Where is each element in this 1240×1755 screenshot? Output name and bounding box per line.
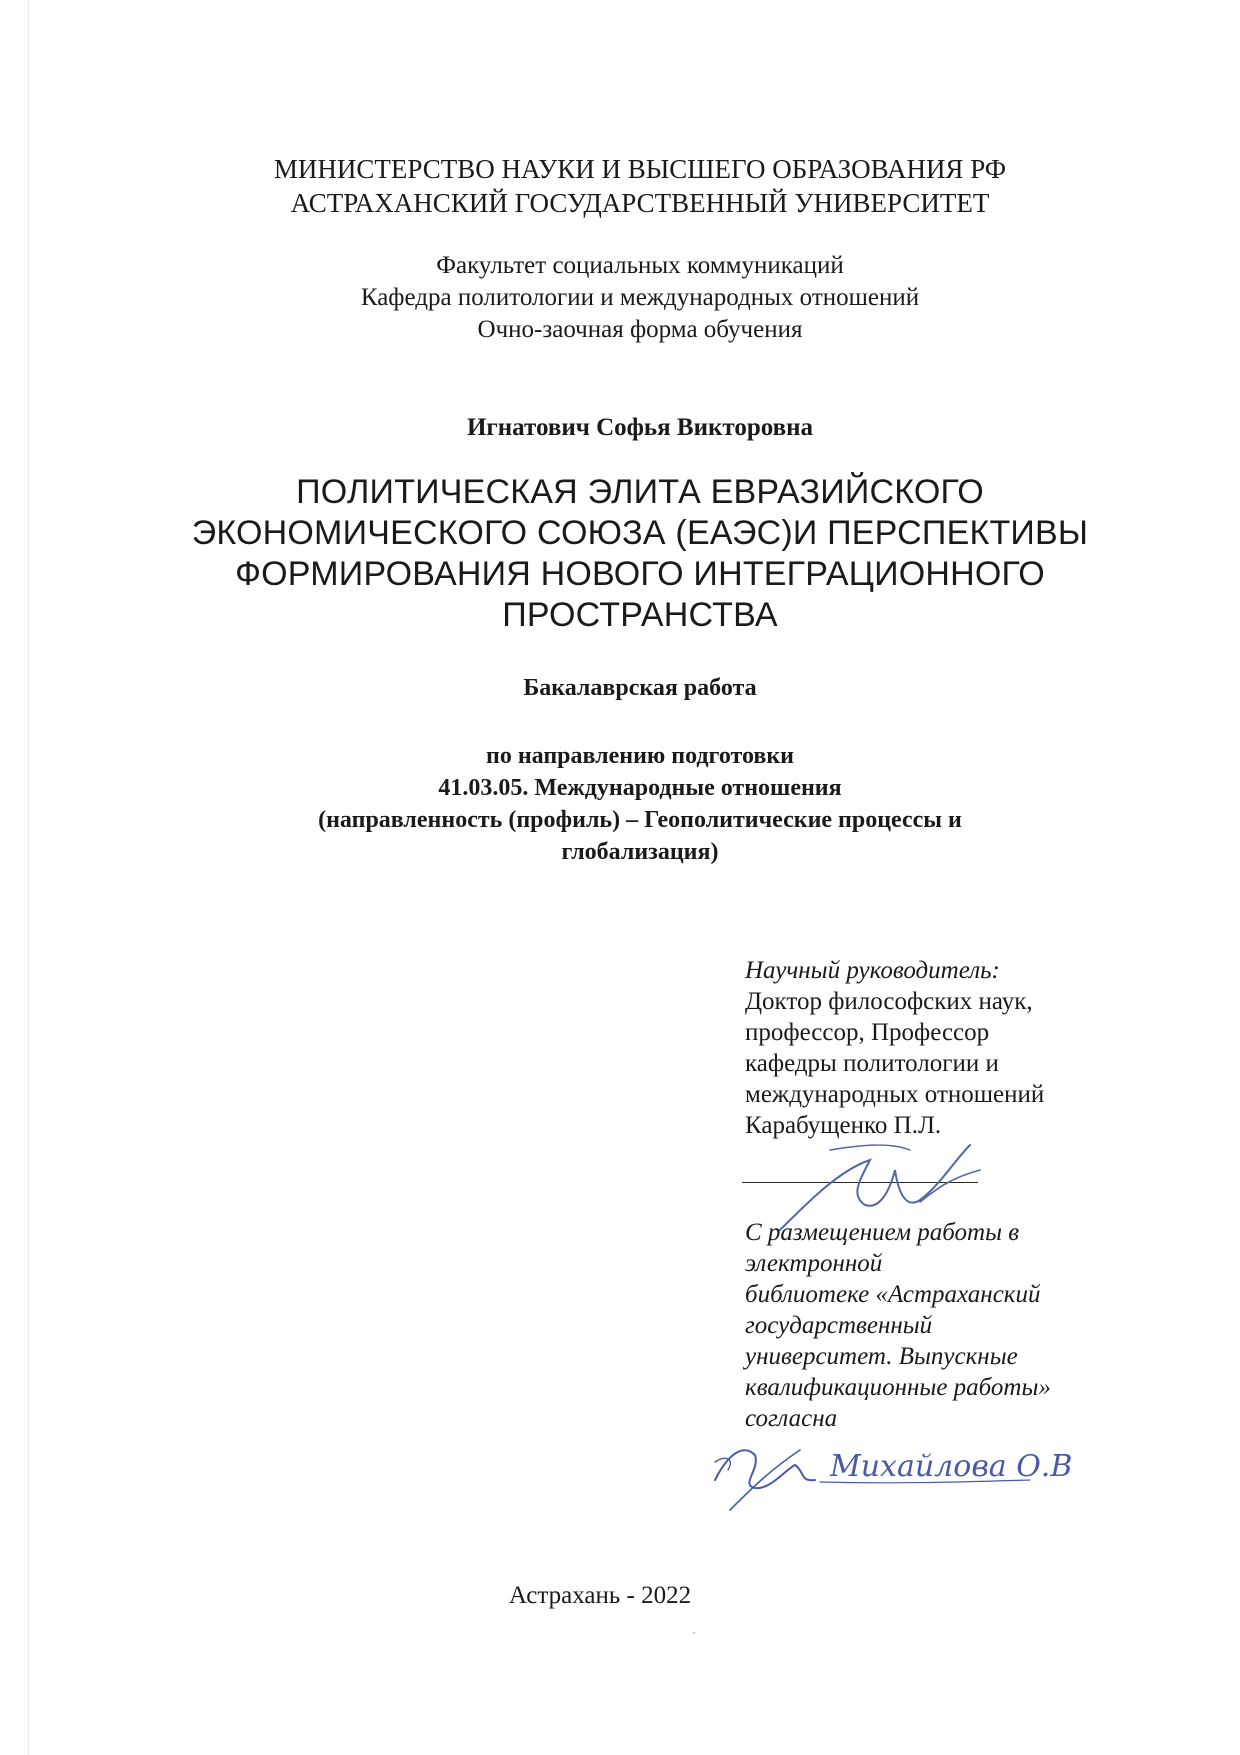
direction-line: глобализация) [561,839,719,865]
consent-line: университет. Выпускные [745,1343,1018,1370]
city-year: Астрахань - 2022 [508,1582,692,1609]
supervisor-label: Научный руководитель: [745,957,1000,984]
thesis-title [150,472,1130,636]
faculty-block [150,250,1130,346]
faculty-line: Факультет социальных коммуникаций [436,252,844,279]
consent-line: согласна [745,1405,838,1432]
title-line: ФОРМИРОВАНИЯ НОВОГО ИНТЕГРАЦИОННОГО [235,555,1045,593]
consent-line: библиотеке «Астраханский [745,1281,1041,1308]
consent-signature-text: Михайлова О.В [830,1449,1073,1484]
supervisor-line: международных отношений [745,1081,1045,1108]
supervisor-line: профессор, Профессор [745,1019,990,1046]
consent-line: квалификационные работы» [745,1374,1051,1401]
title-line: ЭКОНОМИЧЕСКОГО СОЮЗА (ЕАЭС)И ПЕРСПЕКТИВЫ [191,514,1089,552]
consent-line: государственный [745,1312,933,1339]
title-line: ПРОСТРАНСТВА [502,596,778,634]
study-direction [150,740,1130,868]
ministry-header [150,152,1130,220]
direction-line: (направленность (профиль) – Геополитические процессы и [318,807,962,833]
supervisor-name: Карабущенко П.Л. [745,1112,942,1139]
study-form-line: Очно-заочная форма обучения [477,316,803,343]
consent-block [745,1217,1145,1434]
author-name: Игнатович Софья Викторовна [466,414,814,441]
scan-speck [693,1632,695,1634]
direction-line: 41.03.05. Международные отношения [438,775,842,801]
consent-line: С размещением работы в [745,1219,1020,1246]
university-line: АСТРАХАНСКИЙ ГОСУДАРСТВЕННЫЙ УНИВЕРСИТЕТ [290,188,990,218]
signature-line [742,1182,978,1183]
work-type: Бакалаврская работа [523,675,757,701]
scan-edge [28,0,29,1755]
supervisor-line: кафедры политологии и [745,1050,999,1077]
title-line: ПОЛИТИЧЕСКАЯ ЭЛИТА ЕВРАЗИЙСКОГО [296,473,984,511]
consent-line: электронной [745,1250,883,1277]
direction-line: по направлению подготовки [485,743,795,769]
ministry-line: МИНИСТЕРСТВО НАУКИ И ВЫСШЕГО ОБРАЗОВАНИЯ РФ [273,154,1007,184]
department-line: Кафедра политологии и международных отношений [360,284,920,311]
supervisor-block [745,955,1145,1141]
supervisor-line: Доктор философских наук, [745,988,1033,1015]
